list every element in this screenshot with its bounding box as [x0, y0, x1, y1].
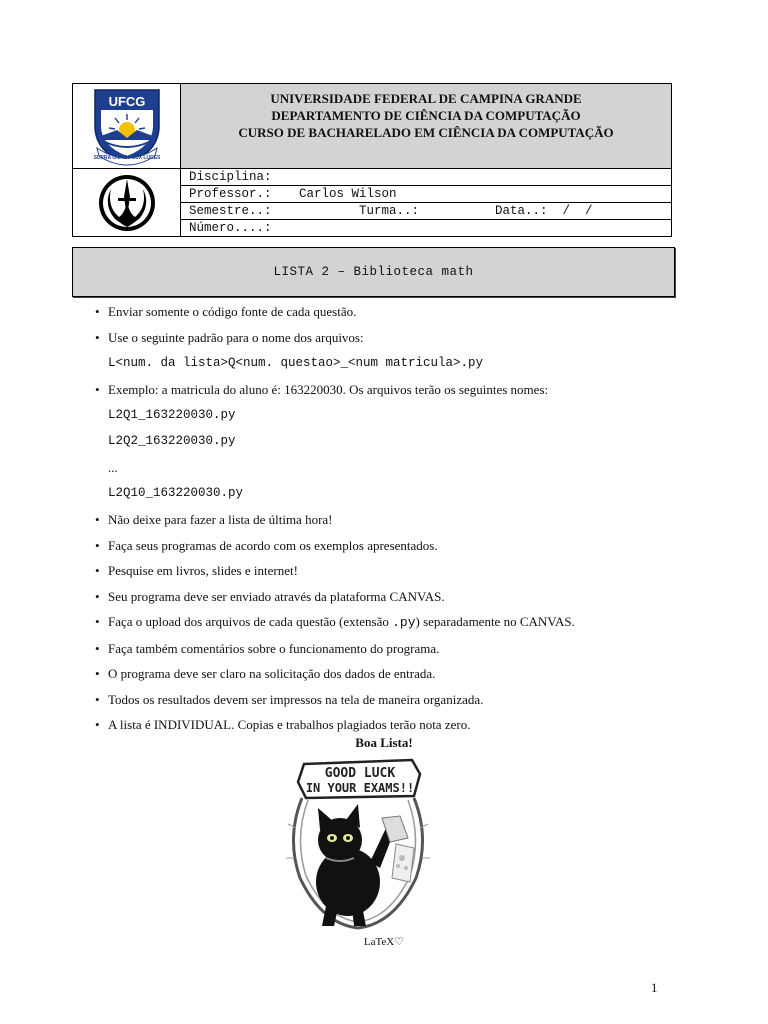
numero-label: Número....: — [189, 221, 272, 235]
logo-motto: SUPRA OMNES LUX LUCES — [93, 155, 160, 161]
banner-text-line2: IN YOUR EXAMS!! — [305, 781, 415, 795]
upload-text-end: ) separadamente no CANVAS. — [415, 614, 575, 629]
example-ellipsis: ... — [108, 460, 118, 475]
instruction-item: • Exemplo: a matricula do aluno é: 163220030. Os arquivos terão os seguintes nomes: — [95, 381, 695, 398]
upload-text-start: Faça o upload dos arquivos de cada questão (extensão — [108, 614, 393, 629]
data-label: Data..: / / — [495, 204, 593, 218]
example-filename: L2Q1_163220030.py — [108, 408, 236, 422]
instruction-item — [95, 613, 695, 631]
course-info — [181, 169, 671, 236]
filename-pattern: L<num. da lista>Q<num. questao>_<num matricula>.py — [108, 356, 484, 370]
instruction-item: • Use o seguinte padrão para o nome dos arquivos: — [95, 329, 695, 346]
university-name: UNIVERSIDADE FEDERAL DE CAMPINA GRANDE — [270, 91, 582, 106]
example-filename: L2Q10_163220030.py — [108, 486, 244, 500]
disciplina-label: Disciplina: — [189, 170, 272, 184]
instruction-item: • A lista é INDIVIDUAL. Copias e trabalhos plagiados terão nota zero. — [95, 716, 695, 733]
instructions — [95, 303, 695, 733]
instruction-item: • Não deixe para fazer a lista de última hora! — [95, 511, 695, 528]
jedi-emblem-icon — [97, 173, 157, 233]
professor-label: Professor.: — [189, 187, 272, 201]
instruction-item: • Pesquise em livros, slides e internet! — [95, 562, 695, 579]
instruction-item: • Seu programa deve ser enviado através da plataforma CANVAS. — [95, 588, 695, 605]
instruction-item: • Faça também comentários sobre o funcionamento do programa. — [95, 640, 695, 657]
professor-row — [181, 186, 671, 203]
header-table — [72, 83, 672, 237]
instruction-item: • Faça seus programas de acordo com os exemplos apresentados. — [95, 537, 695, 554]
list-title: LISTA 2 – Biblioteca math — [273, 265, 474, 279]
institution-title — [181, 84, 671, 169]
course-name: CURSO DE BACHARELADO EM CIÊNCIA DA COMPUTAÇÃO — [238, 125, 614, 140]
semestre-label: Semestre..: — [189, 204, 272, 218]
department-name: DEPARTAMENTO DE CIÊNCIA DA COMPUTAÇÃO — [271, 108, 581, 123]
ufcg-logo — [87, 86, 167, 166]
turma-label: Turma..: — [359, 204, 420, 218]
instruction-item: • Enviar somente o código fonte de cada questão. — [95, 303, 695, 320]
list-title-box — [72, 247, 675, 297]
good-luck-cat-illustration — [282, 758, 434, 930]
banner-text-line1: GOOD LUCK — [324, 766, 396, 781]
extension-code: .py — [392, 615, 416, 630]
example-filename: L2Q2_163220030.py — [108, 434, 236, 448]
instruction-item: • Todos os resultados devem ser impressos na tela de maneira organizada. — [95, 691, 695, 708]
numero-row — [181, 220, 671, 237]
emblem-cell — [73, 169, 181, 236]
ufcg-logo-cell — [73, 84, 181, 169]
instruction-item: • O programa deve ser claro na solicitação dos dados de entrada. — [95, 665, 695, 682]
latex-credit: LaTeX♡ — [363, 936, 405, 948]
logo-text: UFCG — [108, 94, 145, 109]
disciplina-row — [181, 169, 671, 186]
semestre-row — [181, 203, 671, 220]
page-number: 1 — [651, 980, 658, 995]
closing-message: Boa Lista! — [355, 735, 413, 750]
professor-value: Carlos Wilson — [299, 187, 397, 201]
